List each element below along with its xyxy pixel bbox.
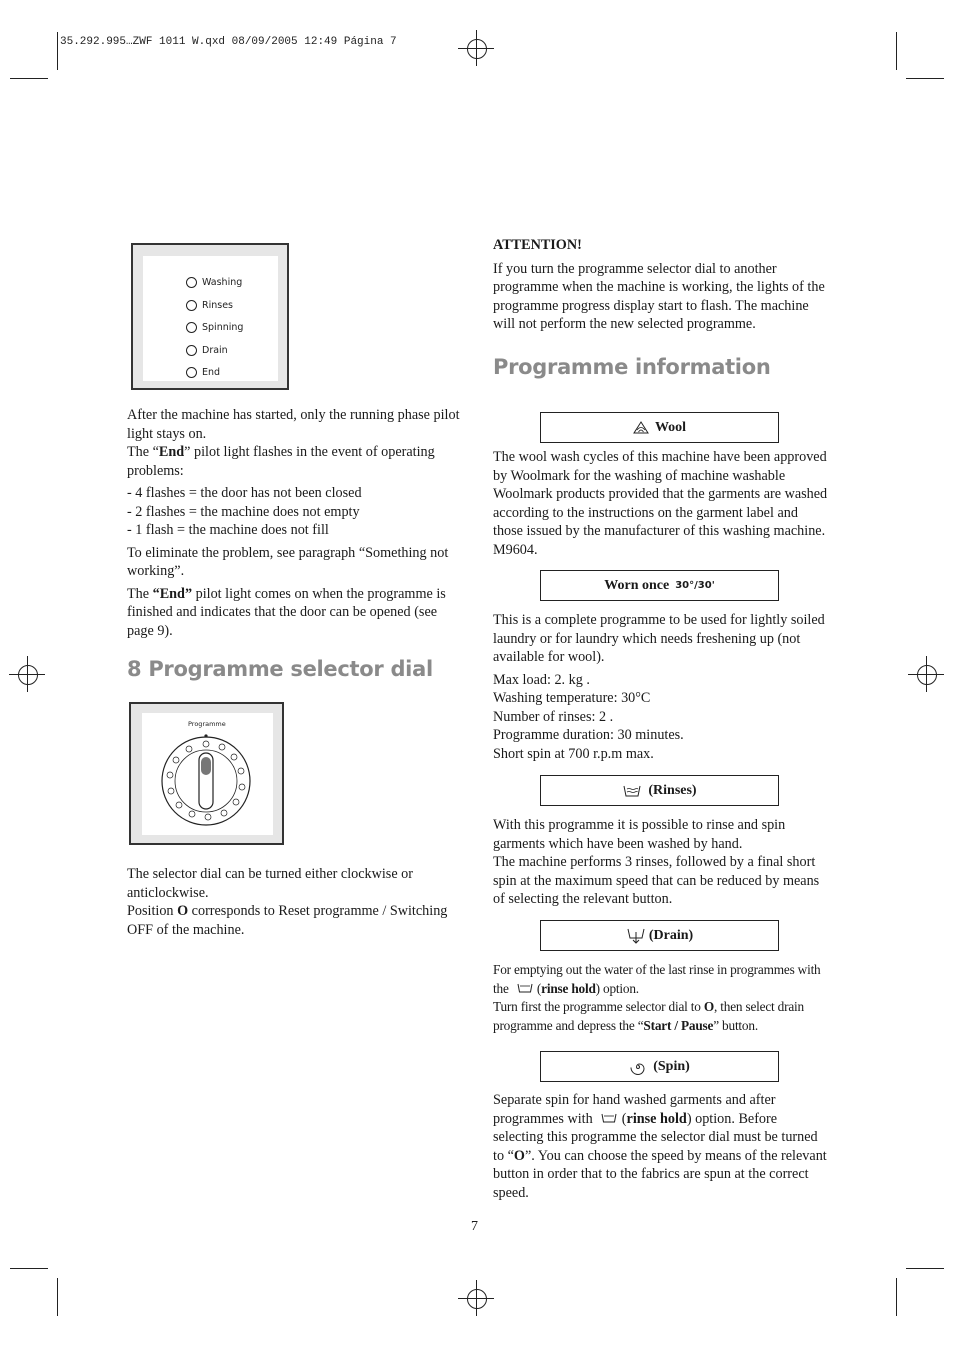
spec-line: Max load: 2. kg . (493, 671, 590, 688)
flash-item: - 4 flashes = the door has not been closed (127, 485, 362, 501)
registration-mark-icon (458, 1280, 494, 1316)
paragraph: Turn first the programme selector dial to O, then select drain programme and depress the “Start / Pause” button. (493, 999, 804, 1033)
spec-line: Programme duration: 30 minutes. (493, 727, 684, 743)
spec-line: Short spin at 700 r.p.m max. (493, 745, 654, 762)
rinses-description (493, 816, 829, 913)
programme-box-drain: (Drain) (540, 920, 779, 951)
wool-description: The wool wash cycles of this machine have been approved by Woolmark for the washing of machine washable Woolmark products provided that the garments are washed according to the instructions on the garment label and those issued by the manufacturer of this washing machine. M9604. (493, 449, 828, 558)
crop-mark (57, 1278, 58, 1316)
crop-mark (906, 78, 944, 79)
led-icon (186, 277, 197, 288)
registration-mark-icon (9, 656, 45, 692)
phase-indicator-end: End (186, 364, 220, 380)
programme-box-wool: Wool (540, 412, 779, 443)
phase-indicator-drain: Drain (186, 342, 228, 358)
rinse-tub-icon (622, 784, 642, 798)
attention-text: If you turn the programme selector dial to another programme when the machine is working, the lights of the programme progress display start to flash. The machine will not perform the new selected programme. (493, 260, 825, 332)
programme-box-rinses: (Rinses) (540, 775, 779, 806)
spin-description (493, 1091, 831, 1206)
crop-mark (896, 1278, 897, 1316)
print-slug: 35.292.995…ZWF 1011 W.qxd 08/09/2005 12:49 Página 7 (60, 36, 397, 48)
rinse-hold-icon (516, 982, 534, 994)
registration-mark-icon (908, 656, 944, 692)
page-number: 7 (471, 1219, 478, 1234)
crop-mark (10, 1268, 48, 1269)
paragraph: Position O corresponds to Reset programme / Switching OFF of the machine. (127, 903, 448, 938)
paragraph: The machine performs 3 rinses, followed by a final short spin at the maximum speed that can be reduced by means of selecting the relevant button. (493, 854, 820, 907)
led-icon (186, 300, 197, 311)
worn-once-description (493, 611, 829, 763)
led-icon (186, 367, 197, 378)
paragraph: To eliminate the problem, see paragraph “Something not working”. (127, 544, 449, 579)
programme-dial-panel (129, 702, 284, 845)
section-heading: Programme information (493, 355, 771, 379)
paragraph: With this programme it is possible to rinse and spin garments which have been washed by hand. (493, 817, 786, 852)
crop-mark (57, 32, 58, 70)
flash-item: - 2 flashes = the machine does not empty (127, 503, 360, 520)
paragraph: The “End” pilot light comes on when the programme is finished and indicates that the door can be opened (see page 9). (127, 585, 446, 639)
left-text-block-2 (127, 865, 463, 943)
left-text-block-1 (127, 406, 463, 644)
attention-block (493, 236, 829, 338)
flash-item: - 1 flash = the machine does not fill (127, 522, 329, 538)
phase-indicator-rinses: Rinses (186, 297, 233, 313)
spin-icon (629, 1058, 647, 1076)
paragraph: After the machine has started, only the running phase pilot light stays on. (127, 407, 460, 442)
crop-mark (10, 78, 48, 79)
phase-indicator-panel (131, 243, 289, 390)
drain-icon (626, 927, 646, 945)
programme-dial-icon (142, 713, 273, 835)
section-heading: 8 Programme selector dial (127, 657, 433, 681)
led-icon (186, 322, 197, 333)
programme-box-worn-once: Worn once 30°/30' (540, 570, 779, 601)
paragraph: The “End” pilot light flashes in the event of operating problems: (127, 444, 435, 479)
programme-box-spin: (Spin) (540, 1051, 779, 1082)
phase-indicator-washing: Washing (186, 274, 242, 290)
paragraph: This is a complete programme to be used for lightly soiled laundry or for laundry which needs freshening up (not available for wool). (493, 612, 825, 665)
led-icon (186, 345, 197, 356)
paragraph: The selector dial can be turned either clockwise or anticlockwise. (127, 866, 413, 901)
woolmark-icon (633, 421, 649, 435)
phase-indicator-spinning: Spinning (186, 319, 243, 335)
spec-line: Washing temperature: 30°C (493, 690, 651, 706)
dial-label: Programme (188, 720, 226, 728)
drain-description (493, 961, 833, 1039)
temperature-label: 30°/30' (675, 580, 715, 591)
registration-mark-icon (458, 30, 494, 66)
attention-title: ATTENTION! (493, 237, 582, 253)
crop-mark (906, 1268, 944, 1269)
paragraph: Separate spin for hand washed garments and after programmes with (rinse hold) option. Before selecting this programme the selector dial must be turned to “O”. You can choose the speed by means of the relevant button in order that to the fabrics are spun at the correct speed. (493, 1092, 827, 1201)
crop-mark (896, 32, 897, 70)
rinse-hold-icon (600, 1112, 618, 1124)
spec-line: Number of rinses: 2 . (493, 708, 614, 725)
paragraph: For emptying out the water of the last rinse in programmes with the (rinse hold) option. (493, 962, 821, 996)
